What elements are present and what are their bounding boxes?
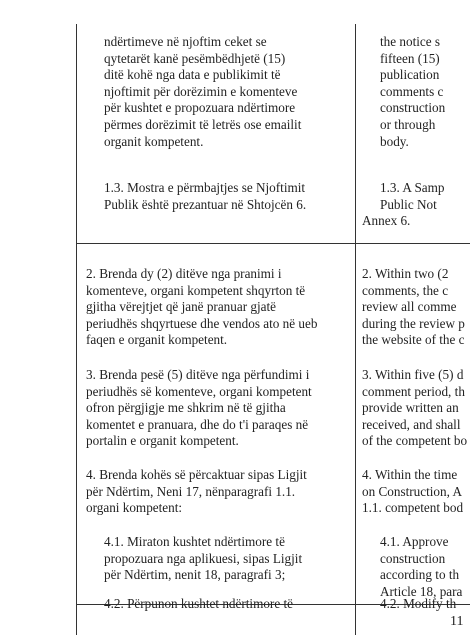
right-paragraph-4: 4. Within the time on Construction, A 1.1. competent bod [362,467,464,516]
right-paragraph-4-2: 4.2. Modify th [380,596,457,611]
left-paragraph-3: 3. Brenda pesë (5) ditëve nga përfundimi i periudhës së komenteve, organi kompetent ofron përgjigje me shkrim në të gjitha komentet e pranuara, dhe do t'i paraqes në portalin e organit kompetent. [86,367,312,449]
left-paragraph-1-continuation: ndërtimeve në njoftim ceket se qytetarët kanë pesëmbëdhjetë (15) ditë kohë nga data e publikimit të njoftimit për dorëzimin e komenteve për kushtet e propozuara ndërtimore përmes dorëzimit të letrës ose emailit organit kompetent. [104,34,302,149]
left-paragraph-4-2: 4.2. Përpunon kushtet ndërtimore të [104,596,293,611]
right-paragraph-3: 3. Within five (5) d comment period, th provide written an received, and shall of the competent bo [362,367,468,449]
left-paragraph-1-3: 1.3. Mostra e përmbajtjes se Njoftimit Publik është prezantuar në Shtojcën 6. [104,180,307,212]
right-paragraph-1-3-annex: Annex 6. [362,213,411,228]
right-paragraph-2: 2. Within two (2 comments, the c review all comme during the review p the website of the c [362,266,465,348]
table-left-border [76,24,77,635]
right-paragraph-1-3: 1.3. A Samp Public Not [380,180,445,212]
left-paragraph-2: 2. Brenda dy (2) ditëve nga pranimi i komenteve, organi kompetent shqyrton të gjitha vërejtjet që janë pranuar gjatë periudhës shqyrtuese dhe vendos ato në ueb faqen e organit kompetent. [86,266,318,348]
page-number: 11 [450,614,464,629]
left-paragraph-4: 4. Brenda kohës së përcaktuar sipas Ligjit për Ndërtim, Neni 17, nënparagrafi 1.1. organi kompetent: [86,467,307,516]
right-paragraph-1-continuation: the notice s fifteen (15) publication comments c construction or through body. [380,34,446,149]
right-paragraph-4-1: 4.1. Approve construction according to th Article 18, para [380,534,463,599]
table-center-divider [355,24,356,635]
left-paragraph-4-1: 4.1. Miraton kushtet ndërtimore të propozuara nga aplikuesi, sipas Ligjit për Ndërtim, nenit 18, paragrafi 3; [104,534,303,583]
row-divider-1 [76,243,470,244]
